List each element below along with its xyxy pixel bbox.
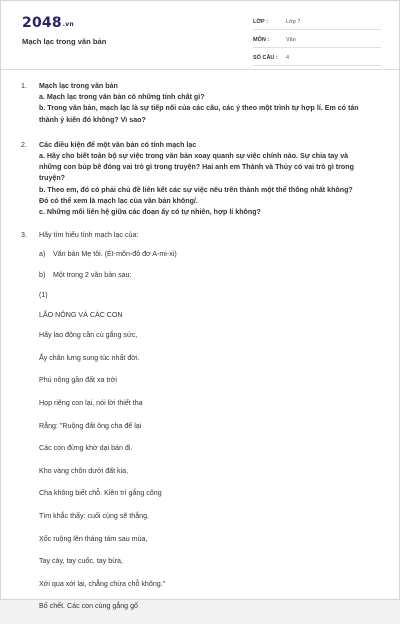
question-2 bbox=[21, 140, 383, 218]
question-line: truyện? bbox=[39, 174, 66, 183]
poem-line: Tìm khắc thấy: cuối cùng sẽ thắng. bbox=[39, 512, 150, 520]
question-line: b. Trong văn bản, mạch lạc là sự tiếp nối của các câu, các ý theo một trình tự hợp lí. Em có tán bbox=[39, 104, 359, 113]
header-divider bbox=[1, 69, 399, 70]
poem-line: Ấy chân lưng sung túc nhất đời. bbox=[39, 353, 140, 362]
meta-label: LỚP : bbox=[253, 19, 268, 25]
document-title: Mạch lạc trong văn bản bbox=[22, 37, 107, 46]
question-line: Đó có thể xem là mạch lạc của văn bản không/. bbox=[39, 196, 198, 205]
meta-value: 4 bbox=[286, 55, 290, 61]
logo-text: 2048 bbox=[22, 15, 62, 31]
question-line: a. Hãy cho biết toàn bộ sự việc trong văn bản xoay quanh sự việc chính nào. Sự chia tay và bbox=[39, 152, 349, 161]
meta-value: Lớp 7 bbox=[286, 19, 301, 25]
sub-question-text: Một trong 2 văn bản sau: bbox=[53, 270, 132, 279]
sub-question-mark: a) bbox=[39, 250, 46, 259]
sub-question-text: Văn bản Mẹ tôi. (Ét-môn-đô đơ A-mi-xi) bbox=[53, 250, 177, 259]
meta-row-question-count bbox=[253, 51, 381, 66]
question-number: 2. bbox=[21, 140, 27, 149]
meta-row-subject bbox=[253, 33, 381, 48]
question-heading: Mạch lạc trong văn bản bbox=[39, 82, 118, 90]
poem-line: Họp riêng con lại, nói lời thiết tha bbox=[39, 399, 143, 408]
question-line: c. Những mối liên hệ giữa các đoạn ấy có tự nhiên, hợp lí không? bbox=[39, 208, 261, 217]
question-heading: Các điều kiện để một văn bản có tính mạch lạc bbox=[39, 140, 197, 149]
question-1 bbox=[21, 81, 383, 126]
document-meta bbox=[253, 15, 381, 69]
question-line: a. Mạch lạc trong văn bản có những tính chất gì? bbox=[39, 93, 205, 102]
poem-line: Các con đừng khờ dại bán đi. bbox=[39, 444, 133, 453]
question-number: 3. bbox=[21, 231, 27, 240]
poem-line: Cha không biết chỗ. Kiên trì gắng công bbox=[39, 489, 162, 498]
question-heading: Hãy tìm hiểu tính mạch lạc của: bbox=[39, 231, 139, 240]
poem-title: LÃO NÔNG VÀ CÁC CON bbox=[39, 311, 123, 320]
poem-line: Rằng: "Ruộng đất ông cha để lại bbox=[39, 421, 142, 430]
meta-row-class bbox=[253, 15, 381, 30]
meta-value: Văn bbox=[286, 37, 296, 43]
question-3 bbox=[21, 230, 383, 612]
sub-question-a bbox=[39, 249, 383, 260]
question-line: b. Theo em, đó có phải chủ đề liên kết các sự việc nêu trên thành một thể thống nhất không? bbox=[39, 185, 353, 194]
poem-line: Hãy lao động cần cù gắng sức, bbox=[39, 331, 138, 340]
meta-label: SỐ CÂU : bbox=[253, 55, 278, 61]
poem-line: Xốc ruộng lên tháng tám sau mùa, bbox=[39, 534, 148, 543]
questions-list bbox=[21, 81, 383, 624]
poem-line: Xới qua xới lại, chẳng chừa chỗ không." bbox=[39, 579, 166, 588]
poem-line: Tay cày, tay cuốc, tay bừa, bbox=[39, 557, 123, 566]
meta-label: MÔN : bbox=[253, 37, 270, 43]
question-number: 1. bbox=[21, 82, 27, 90]
poem-line: Phú nông gần đất xa trời bbox=[39, 376, 118, 385]
question-line: thành ý kiến đó không? Vì sao? bbox=[39, 115, 146, 124]
question-line: những con búp bê đóng vai trò gì trong truyện? Hai anh em Thành và Thủy có vai trò gì trong bbox=[39, 163, 354, 172]
sub-question-mark: b) bbox=[39, 270, 46, 279]
poem-marker: (1) bbox=[39, 290, 48, 299]
sub-question-b bbox=[39, 270, 383, 281]
poem-line: Bố chết. Các con cùng gắng gổ bbox=[39, 602, 138, 611]
site-logo[interactable] bbox=[22, 15, 74, 31]
poem-line: Kho vàng chôn dưới đất kia, bbox=[39, 466, 129, 475]
logo-suffix: .vn bbox=[62, 21, 74, 28]
